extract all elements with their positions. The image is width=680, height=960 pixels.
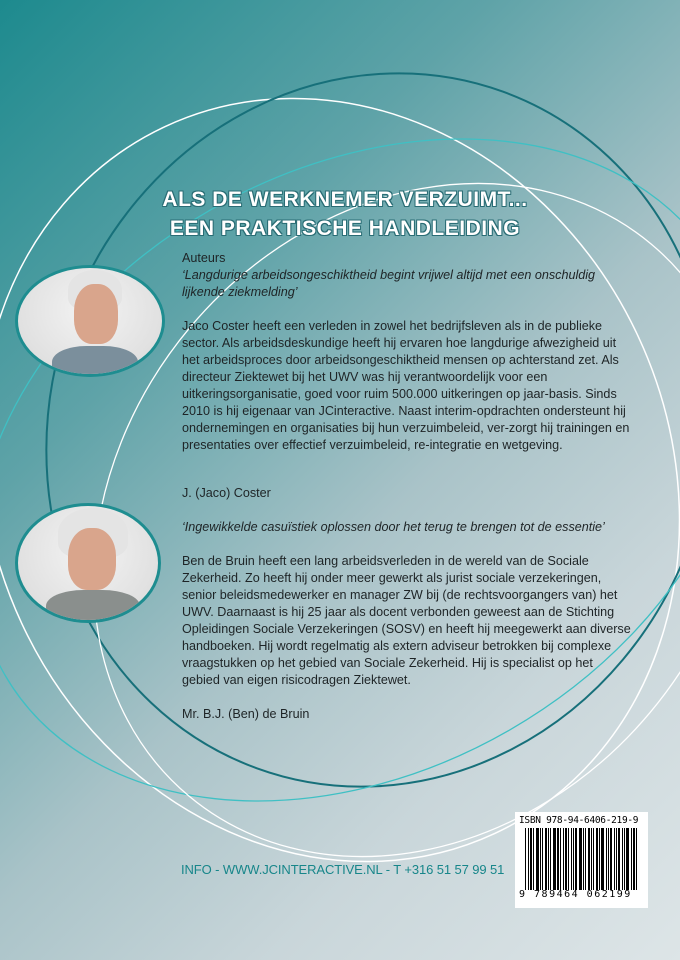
barcode-bar (568, 828, 569, 890)
author-photo-coster (15, 265, 165, 377)
coster-quote: ‘Langdurige arbeidsongeschiktheid begint vrijwel altijd met een onschuldig lijkende ziekmelding’ (182, 268, 596, 299)
isbn-text: ISBN 978-94-6406-219-9 (519, 815, 639, 826)
barcode-bar (591, 828, 592, 890)
barcode-bar (550, 828, 551, 890)
barcode-bar (624, 828, 625, 890)
barcode-bar (525, 828, 526, 890)
barcode-bar (560, 828, 561, 890)
authors-label: Auteurs (182, 251, 226, 265)
barcode-bar (530, 828, 532, 890)
barcode-bar (565, 828, 567, 890)
barcode-bar (608, 828, 609, 890)
barcode-bar (557, 828, 559, 890)
barcode-digits: 9 789464 062199 (519, 889, 632, 900)
barcode-bar (596, 828, 598, 890)
barcode-bar (606, 828, 607, 890)
barcode-bar (636, 828, 637, 890)
barcode-bar (631, 828, 632, 890)
barcode-bar (579, 828, 582, 890)
barcode-bar (575, 828, 577, 890)
barcode-bar (540, 828, 541, 890)
coster-bio: Jaco Coster heeft een verleden in zowel het bedrijfsleven als in de publieke sector. Als arbeidsdeskundige heeft hij ervaren hoe langdurige afwezigheid uit het arbeidsproces door arbeidsongeschiktheid mensen op achterstand zet. Als directeur Ziektewet bij het UWV was hij verantwoordelijk voor een uitkeringsorganisatie, goed voor ruim 500.000 uitkeringen op jaar-basis. Sinds 2010 is hij eigenaar van JCinteractive. Naast interim-opdrachten ondersteunt hij ondernemingen en organisaties bij hun verzuimbeleid, ver-zorgt hij trainingen en presentaties over effectief verzuimbeleid, re-integratie en wetgeving. (182, 319, 630, 452)
isbn-barcode (515, 812, 648, 908)
barcode-bar (583, 828, 584, 890)
barcode-bar (542, 828, 543, 890)
bruin-name: Mr. B.J. (Ben) de Bruin (182, 707, 310, 721)
barcode-bar (601, 828, 604, 890)
barcode-bar (573, 828, 574, 890)
barcode-bar (563, 828, 564, 890)
barcode-bar (633, 828, 635, 890)
contact-info: INFO - WWW.JCINTERACTIVE.NL - T +316 51 57 99 51 (181, 862, 505, 877)
book-title-line2: EEN PRAKTISCHE HANDLEIDING (169, 217, 521, 240)
barcode-bar (614, 828, 615, 890)
barcode-bar (548, 828, 549, 890)
barcode-bar (622, 828, 623, 890)
barcode-bars (519, 828, 644, 890)
barcode-bar (593, 828, 594, 890)
barcode-bar (599, 828, 600, 890)
author-photo-bruin (15, 503, 161, 623)
barcode-bar (553, 828, 556, 890)
book-title-line1: ALS DE WERKNEMER VERZUIMT... (162, 188, 528, 211)
barcode-bar (626, 828, 629, 890)
bruin-bio: Ben de Bruin heeft een lang arbeidsverleden in de wereld van de Sociale Zekerheid. Zo heeft hij onder meer gewerkt als jurist sociale verzekeringen, senior beleidsmedewerker en manager ZW bij (de rechtsvoorgangers van) het UWV. Daarnaast is hij 25 jaar als docent verbonden geweest aan de Stichting Opleidingen Sociale Verzekeringen (SOSV) en heeft hij meegewerkt aan diverse handboeken. Hij wordt regelmatig als extern adviseur betrokken bij complexe vraagstukken op het gebied van Sociale Zekerheid. Hij is specialist op het gebied van eigen risicodragen Ziektewet. (182, 554, 631, 687)
barcode-bar (571, 828, 572, 890)
bruin-quote: ‘Ingewikkelde casuïstiek oplossen door het terug te brengen tot de essentie’ (182, 520, 605, 534)
coster-name: J. (Jaco) Coster (182, 486, 271, 500)
barcode-bar (585, 828, 586, 890)
barcode-bar (528, 828, 529, 890)
barcode-bar (618, 828, 620, 890)
barcode-bar (545, 828, 547, 890)
barcode-bar (536, 828, 539, 890)
barcode-bar (616, 828, 617, 890)
barcode-bar (610, 828, 612, 890)
barcode-bar (533, 828, 534, 890)
barcode-bar (588, 828, 590, 890)
